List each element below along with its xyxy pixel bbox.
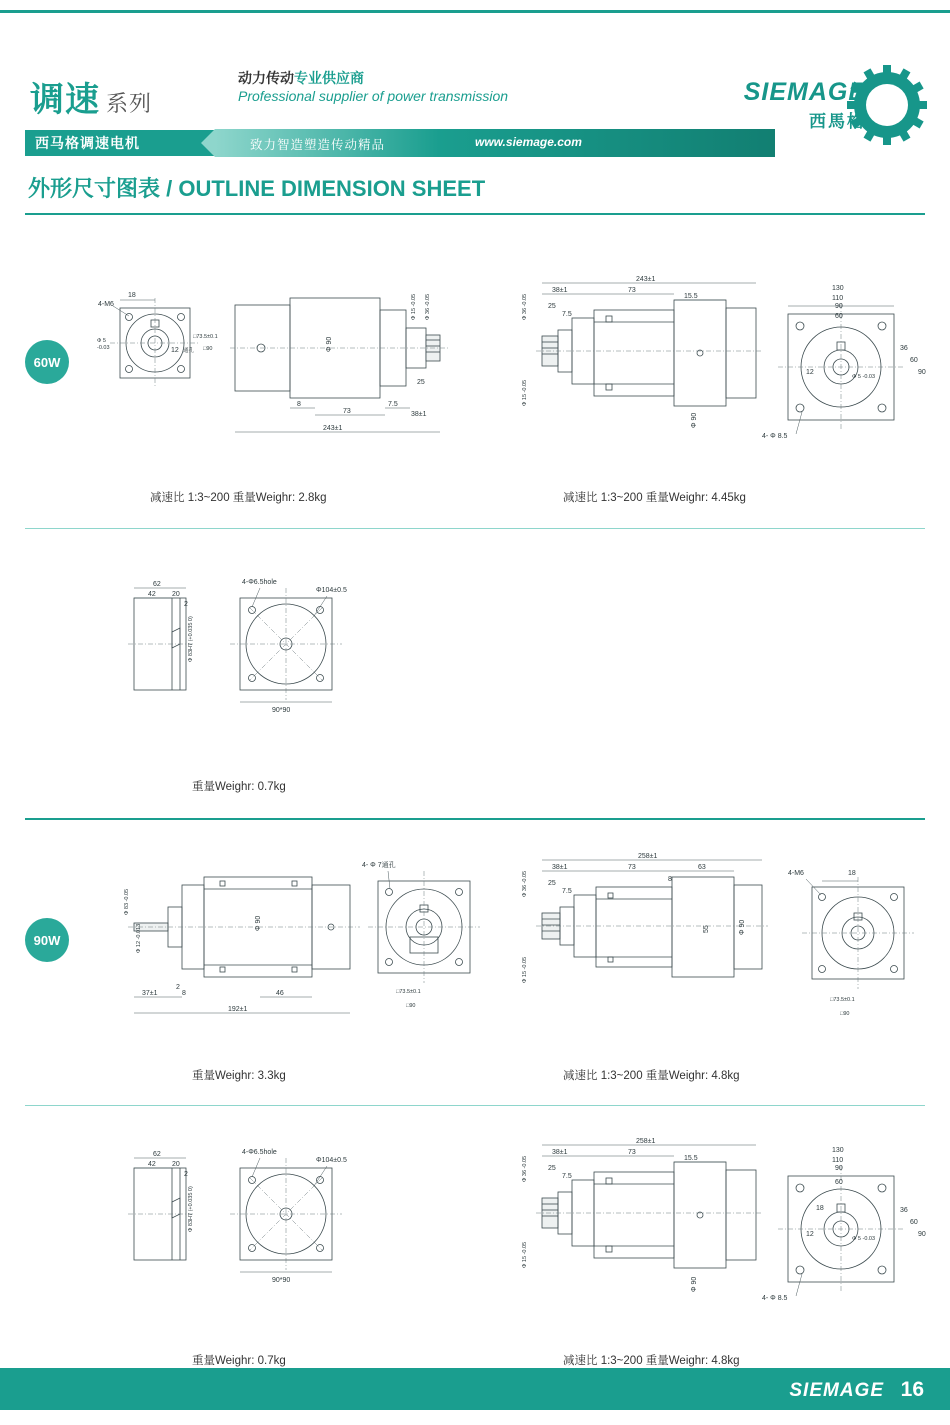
svg-text:42: 42 [148, 1161, 156, 1168]
svg-text:Φ 90: Φ 90 [691, 1276, 698, 1292]
caption-60w-gearbox: 减速比 1:3~200 重量Weighr: 4.45kg [563, 492, 746, 504]
slogan-en: Professional supplier of power transmission [238, 88, 509, 104]
svg-text:25: 25 [548, 1165, 556, 1172]
svg-text:Φ 90: Φ 90 [255, 915, 262, 931]
svg-text:Φ 90: Φ 90 [326, 336, 333, 352]
svg-text:25: 25 [548, 880, 556, 887]
svg-text:通孔: 通孔 [183, 348, 195, 354]
svg-text:Φ 15 -0.05: Φ 15 -0.05 [522, 379, 528, 406]
svg-text:90: 90 [835, 303, 843, 310]
svg-text:63: 63 [698, 864, 706, 871]
caption-cover-plate-1: 重量Weighr: 0.7kg [192, 781, 286, 793]
svg-text:73: 73 [628, 1149, 636, 1156]
svg-text:192±1: 192±1 [228, 1006, 248, 1013]
svg-text:Φ 15 -0.05: Φ 15 -0.05 [522, 1241, 528, 1268]
svg-text:38±1: 38±1 [411, 411, 427, 418]
svg-text:90: 90 [918, 1231, 926, 1238]
brand-title-cn: 调速 [30, 81, 100, 119]
svg-text:Φ 36 -0.05: Φ 36 -0.05 [522, 1155, 528, 1182]
page-title-en: OUTLINE DIMENSION SHEET [178, 176, 486, 201]
brand-subtitle-bar: 西马格调速电机 [25, 130, 215, 156]
svg-text:25: 25 [417, 379, 425, 386]
svg-text:Φ 83H7 (+0.035 0): Φ 83H7 (+0.035 0) [188, 616, 194, 662]
page-number: 16 [900, 1378, 924, 1401]
svg-text:73: 73 [628, 864, 636, 871]
brand-title-series: 系列 [106, 91, 153, 116]
svg-text:38±1: 38±1 [552, 1149, 568, 1156]
svg-text:Φ104±0.5: Φ104±0.5 [316, 587, 347, 594]
page-header [0, 30, 950, 152]
caption-90w-motor: 重量Weighr: 3.3kg [192, 1070, 286, 1082]
divider-1 [25, 528, 925, 529]
slogan-cn-b: 专业供应商 [294, 70, 364, 86]
svg-text:12: 12 [806, 1231, 814, 1238]
svg-text:46: 46 [276, 990, 284, 997]
svg-text:Φ 36 -0.05: Φ 36 -0.05 [425, 293, 431, 320]
svg-text:7.5: 7.5 [562, 1173, 572, 1180]
svg-text:90*90: 90*90 [272, 1277, 291, 1284]
caption-60w-motor: 减速比 1:3~200 重量Weighr: 2.8kg [150, 492, 327, 504]
svg-text:4-Φ6.5hole: 4-Φ6.5hole [242, 579, 277, 586]
svg-text:□73.5±0.1: □73.5±0.1 [193, 334, 218, 340]
company-logo [743, 72, 928, 142]
drawing-90w-gearbox [500, 855, 930, 1035]
svg-text:20: 20 [172, 591, 180, 598]
svg-text:Φ104±0.5: Φ104±0.5 [316, 1157, 347, 1164]
svg-text:2: 2 [184, 601, 188, 608]
svg-text:36: 36 [900, 1207, 908, 1214]
svg-text:□90: □90 [406, 1003, 416, 1009]
svg-text:4-M6: 4-M6 [788, 870, 804, 877]
svg-text:110: 110 [832, 295, 844, 302]
divider-3 [25, 1105, 925, 1106]
title-underline [25, 213, 925, 215]
badge-60w: 60W [25, 340, 69, 384]
svg-text:42: 42 [148, 591, 156, 598]
svg-text:Φ 15 -0.05: Φ 15 -0.05 [522, 956, 528, 983]
svg-text:62: 62 [153, 581, 161, 588]
svg-text:18: 18 [816, 1205, 824, 1212]
svg-text:15.5: 15.5 [684, 293, 698, 300]
divider-2 [25, 818, 925, 820]
svg-text:60: 60 [835, 313, 843, 320]
svg-text:37±1: 37±1 [142, 990, 158, 997]
svg-text:110: 110 [832, 1157, 844, 1164]
logo-text [744, 78, 866, 132]
logo-wordmark: SIEMAGE [743, 78, 866, 106]
svg-text:2: 2 [184, 1171, 188, 1178]
svg-text:Φ 5: Φ 5 [97, 338, 106, 344]
brand-title [30, 72, 152, 121]
svg-text:18: 18 [128, 292, 136, 299]
footer-logo: SIEMAGE [789, 1380, 884, 1401]
svg-text:Φ 5 -0.03: Φ 5 -0.03 [852, 1236, 876, 1242]
svg-text:90*90: 90*90 [272, 707, 291, 714]
svg-text:60: 60 [835, 1179, 843, 1186]
svg-text:4-Φ6.5hole: 4-Φ6.5hole [242, 1149, 277, 1156]
ribbon-slogan: 致力智造塑造传动精品 [250, 138, 386, 152]
svg-text:Φ 12 -0.013: Φ 12 -0.013 [136, 923, 142, 953]
svg-text:Φ 83 -0.05: Φ 83 -0.05 [124, 888, 130, 915]
svg-text:4- Φ 8.5: 4- Φ 8.5 [762, 1295, 788, 1302]
svg-text:7.5: 7.5 [388, 401, 398, 408]
caption-cover-plate-2: 重量Weighr: 0.7kg [192, 1355, 286, 1367]
svg-text:-0.03: -0.03 [97, 345, 110, 351]
svg-text:18: 18 [848, 870, 856, 877]
drawing-90w-motor [110, 855, 480, 1035]
svg-text:Φ 90: Φ 90 [739, 919, 746, 935]
svg-text:Φ 5 -0.03: Φ 5 -0.03 [852, 374, 876, 380]
svg-text:62: 62 [153, 1151, 161, 1158]
svg-text:8: 8 [297, 401, 301, 408]
caption-90w-gearbox: 减速比 1:3~200 重量Weighr: 4.8kg [563, 1070, 740, 1082]
svg-text:36: 36 [900, 345, 908, 352]
drawing-60w-gearbox [500, 278, 930, 458]
drawing-60w-motor [85, 280, 465, 460]
svg-text:7.5: 7.5 [562, 888, 572, 895]
svg-text:8: 8 [182, 990, 186, 997]
svg-text:60: 60 [910, 1219, 918, 1226]
svg-text:8: 8 [668, 876, 672, 883]
svg-text:4-M6: 4-M6 [98, 301, 114, 308]
svg-text:4- Φ 7通孔: 4- Φ 7通孔 [362, 862, 396, 869]
svg-text:60: 60 [910, 357, 918, 364]
svg-text:Φ 90: Φ 90 [691, 412, 698, 428]
svg-text:90: 90 [835, 1165, 843, 1172]
slogan-cn [238, 68, 364, 88]
drawing-cover-plate-1 [120, 570, 420, 750]
svg-text:38±1: 38±1 [552, 864, 568, 871]
drawing-90w-gearbox-alt [500, 1140, 930, 1320]
svg-text:15.5: 15.5 [684, 1155, 698, 1162]
svg-text:55: 55 [703, 925, 710, 933]
svg-text:243±1: 243±1 [636, 276, 656, 283]
svg-text:Φ 36 -0.05: Φ 36 -0.05 [522, 293, 528, 320]
ribbon-website-link[interactable]: www.siemage.com [475, 135, 582, 149]
page-title [28, 172, 485, 203]
svg-text:Φ 83H7 (+0.035 0): Φ 83H7 (+0.035 0) [188, 1186, 194, 1232]
svg-text:90: 90 [918, 369, 926, 376]
slogan-cn-a: 动力传动 [238, 70, 294, 86]
svg-text:38±1: 38±1 [552, 287, 568, 294]
svg-text:12: 12 [806, 369, 814, 376]
svg-text:□73.5±0.1: □73.5±0.1 [396, 989, 421, 995]
svg-text:□73.5±0.1: □73.5±0.1 [830, 997, 855, 1003]
svg-text:130: 130 [832, 1147, 844, 1154]
top-rule [0, 10, 950, 13]
svg-text:20: 20 [172, 1161, 180, 1168]
svg-text:□90: □90 [203, 346, 213, 352]
logo-wordmark-cn: 西馬格 [809, 112, 866, 131]
svg-text:73: 73 [628, 287, 636, 294]
svg-text:12: 12 [171, 347, 179, 354]
caption-90w-gearbox-alt: 减速比 1:3~200 重量Weighr: 4.8kg [563, 1355, 740, 1367]
svg-text:258±1: 258±1 [636, 1138, 656, 1145]
badge-90w: 90W [25, 918, 69, 962]
svg-text:130: 130 [832, 285, 844, 292]
svg-text:Φ 15 -0.05: Φ 15 -0.05 [411, 293, 417, 320]
svg-text:258±1: 258±1 [638, 853, 658, 860]
svg-text:243±1: 243±1 [323, 425, 343, 432]
svg-text:25: 25 [548, 303, 556, 310]
page-title-sep: / [160, 176, 179, 201]
page-title-cn: 外形尺寸图表 [28, 176, 161, 201]
svg-text:Φ 36 -0.05: Φ 36 -0.05 [522, 870, 528, 897]
svg-text:2: 2 [176, 984, 180, 991]
svg-text:73: 73 [343, 408, 351, 415]
svg-text:7.5: 7.5 [562, 311, 572, 318]
drawing-cover-plate-2 [120, 1140, 420, 1320]
svg-text:□90: □90 [840, 1011, 850, 1017]
svg-text:4- Φ 8.5: 4- Φ 8.5 [762, 433, 788, 440]
